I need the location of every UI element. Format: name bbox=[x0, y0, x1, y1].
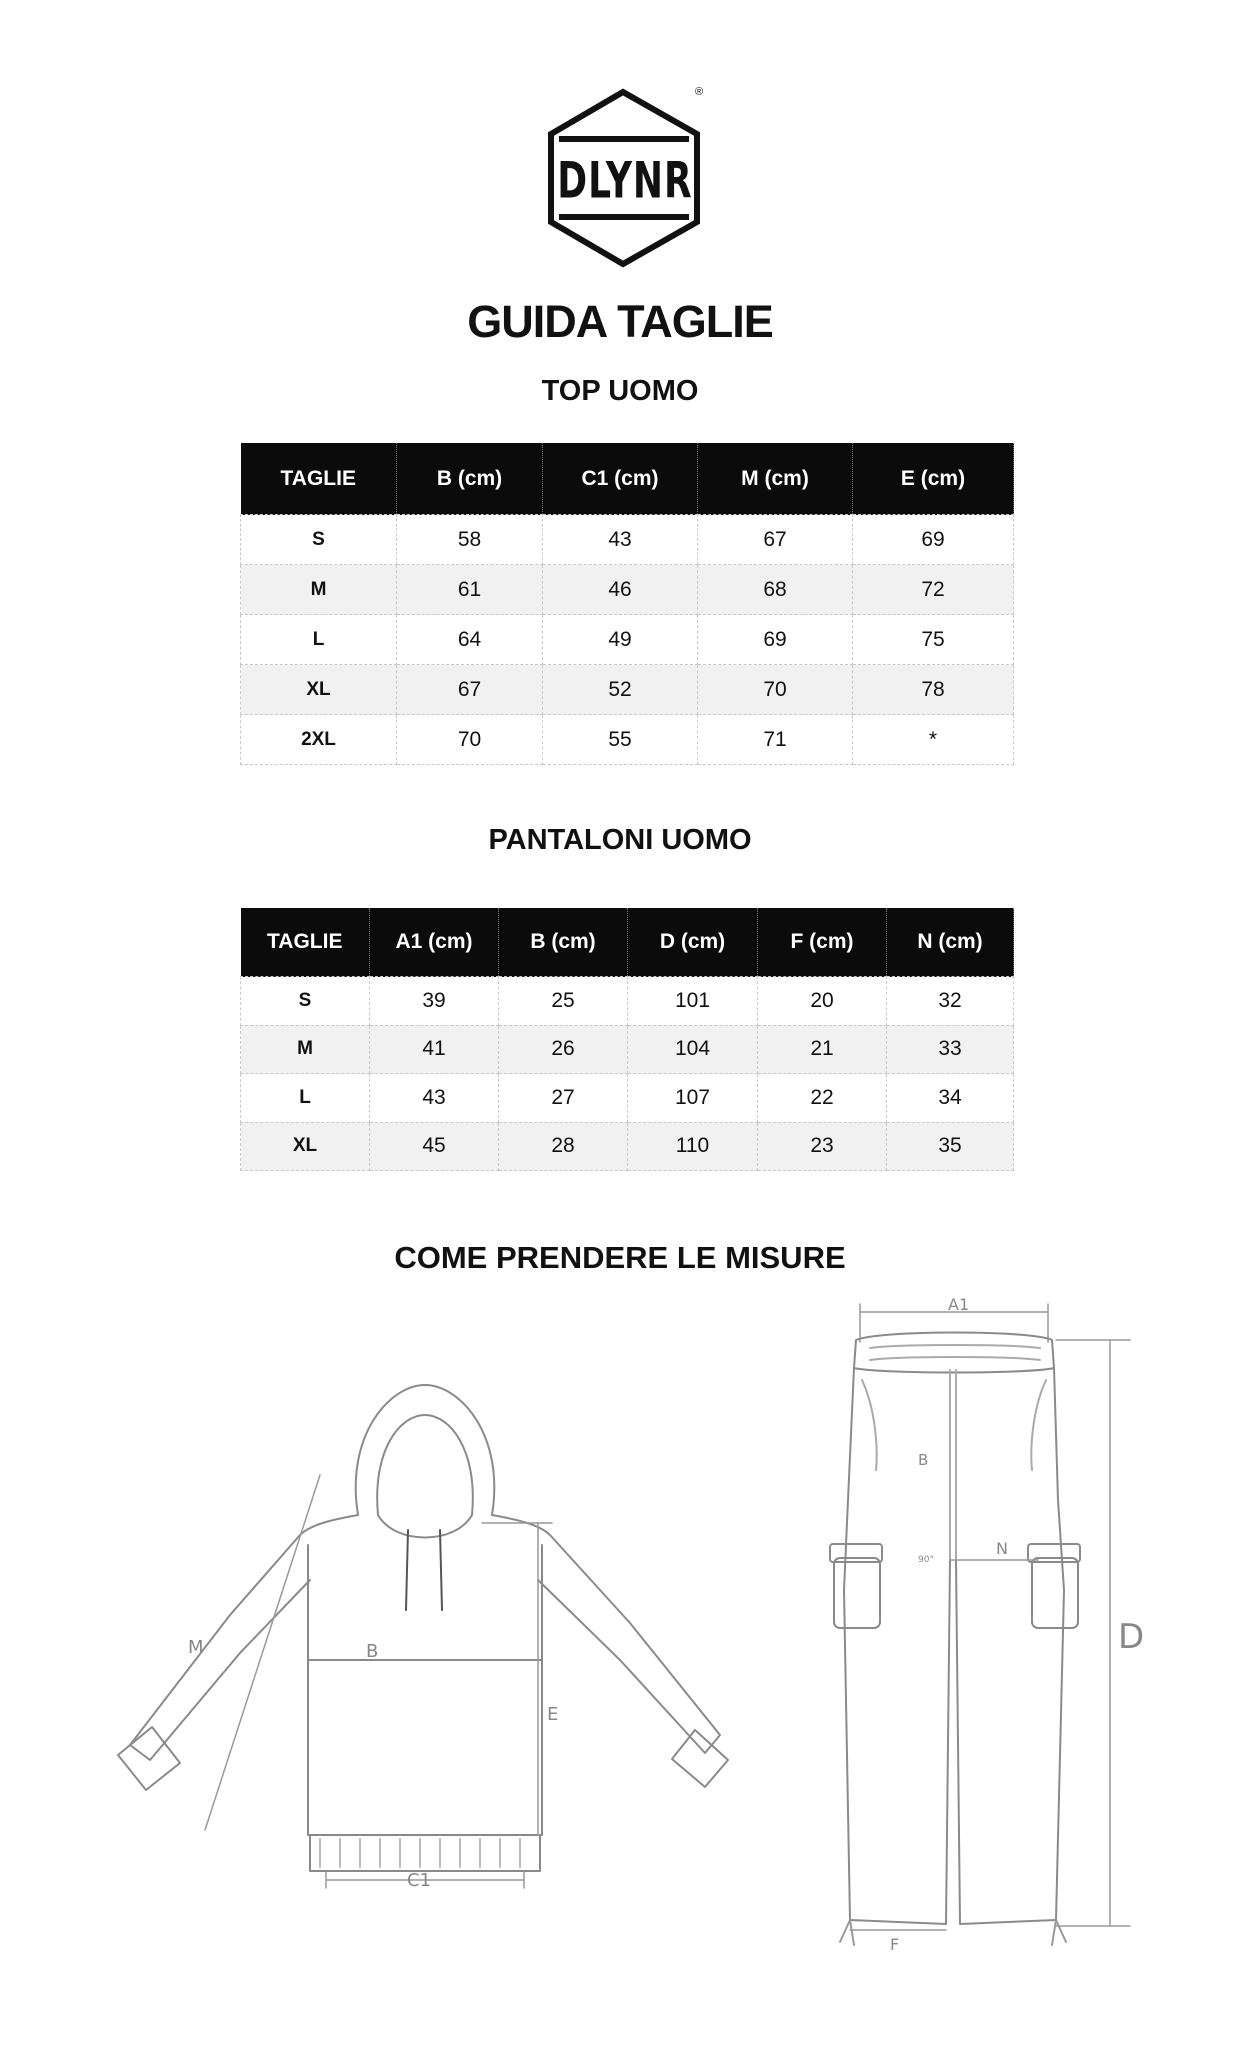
column-header: B (cm) bbox=[397, 443, 543, 515]
table-header-row bbox=[241, 908, 1014, 977]
size-cell: M bbox=[241, 565, 397, 615]
hoodie-diagram bbox=[110, 1375, 730, 1895]
table-cell: 22 bbox=[758, 1074, 887, 1123]
column-header: TAGLIE bbox=[241, 443, 397, 515]
table-cell: 52 bbox=[543, 665, 698, 715]
table-row bbox=[241, 665, 1014, 715]
column-header: M (cm) bbox=[698, 443, 853, 515]
table-cell: 21 bbox=[758, 1025, 887, 1074]
table-cell: 67 bbox=[397, 665, 543, 715]
pants-label-angle: 90° bbox=[918, 1555, 934, 1565]
table-cell: 110 bbox=[628, 1122, 758, 1171]
top-size-table bbox=[240, 443, 1014, 765]
table-cell: 23 bbox=[758, 1122, 887, 1171]
table-cell: 43 bbox=[543, 515, 698, 565]
hoodie-label-m: M bbox=[188, 1637, 204, 1658]
table-row bbox=[241, 615, 1014, 665]
table-cell: 46 bbox=[543, 565, 698, 615]
table-cell: 26 bbox=[499, 1025, 628, 1074]
table-cell: 69 bbox=[853, 515, 1014, 565]
table-cell: 49 bbox=[543, 615, 698, 665]
table-cell: 67 bbox=[698, 515, 853, 565]
column-header: B (cm) bbox=[499, 908, 628, 977]
pants-label-b: B bbox=[918, 1451, 929, 1469]
column-header: TAGLIE bbox=[241, 908, 370, 977]
table-cell: 72 bbox=[853, 565, 1014, 615]
table-cell: 25 bbox=[499, 977, 628, 1026]
pants-size-table bbox=[240, 908, 1014, 1171]
table-cell: 43 bbox=[370, 1074, 499, 1123]
pants-section-title: PANTALONI UOMO bbox=[488, 824, 752, 856]
table-cell: 71 bbox=[698, 715, 853, 765]
table-cell: 75 bbox=[853, 615, 1014, 665]
how-to-measure-title: COME PRENDERE LE MISURE bbox=[394, 1240, 846, 1275]
table-row bbox=[241, 1074, 1014, 1123]
table-cell: 32 bbox=[887, 977, 1014, 1026]
hoodie-label-c1: C1 bbox=[407, 1870, 432, 1891]
table-cell: 61 bbox=[397, 565, 543, 615]
table-cell: 41 bbox=[370, 1025, 499, 1074]
size-cell: M bbox=[241, 1025, 370, 1074]
table-cell: 104 bbox=[628, 1025, 758, 1074]
pants-label-f: F bbox=[890, 1935, 900, 1954]
registered-mark: ® bbox=[695, 86, 704, 98]
table-cell: 107 bbox=[628, 1074, 758, 1123]
table-cell: 45 bbox=[370, 1122, 499, 1171]
pants-label-n: N bbox=[996, 1539, 1008, 1558]
pants-diagram bbox=[820, 1295, 1145, 1960]
column-header: N (cm) bbox=[887, 908, 1014, 977]
table-cell: 39 bbox=[370, 977, 499, 1026]
table-row bbox=[241, 515, 1014, 565]
table-cell: 33 bbox=[887, 1025, 1014, 1074]
table-cell: 68 bbox=[698, 565, 853, 615]
column-header: A1 (cm) bbox=[370, 908, 499, 977]
column-header: F (cm) bbox=[758, 908, 887, 977]
table-row bbox=[241, 1122, 1014, 1171]
table-cell: 20 bbox=[758, 977, 887, 1026]
column-header: E (cm) bbox=[853, 443, 1014, 515]
table-cell: 35 bbox=[887, 1122, 1014, 1171]
page-title: GUIDA TAGLIE bbox=[467, 296, 773, 347]
top-section-title: TOP UOMO bbox=[541, 375, 699, 407]
size-cell: XL bbox=[241, 665, 397, 715]
table-row bbox=[241, 1025, 1014, 1074]
column-header: D (cm) bbox=[628, 908, 758, 977]
table-cell: 28 bbox=[499, 1122, 628, 1171]
table-cell: 34 bbox=[887, 1074, 1014, 1123]
pants-label-a1: A1 bbox=[948, 1295, 970, 1314]
logo-text: DLYNR bbox=[557, 152, 693, 210]
table-cell: 64 bbox=[397, 615, 543, 665]
table-cell: 70 bbox=[397, 715, 543, 765]
size-cell: L bbox=[241, 1074, 370, 1123]
table-cell: 58 bbox=[397, 515, 543, 565]
size-cell: L bbox=[241, 615, 397, 665]
table-cell: 55 bbox=[543, 715, 698, 765]
table-cell: 78 bbox=[853, 665, 1014, 715]
table-cell: 27 bbox=[499, 1074, 628, 1123]
table-header-row bbox=[241, 443, 1014, 515]
table-cell: 101 bbox=[628, 977, 758, 1026]
column-header: C1 (cm) bbox=[543, 443, 698, 515]
table-cell: * bbox=[853, 715, 1014, 765]
size-cell: XL bbox=[241, 1122, 370, 1171]
pants-label-d: D bbox=[1118, 1617, 1145, 1657]
table-cell: 69 bbox=[698, 615, 853, 665]
hoodie-label-e: E bbox=[547, 1704, 559, 1725]
hoodie-label-b: B bbox=[366, 1641, 379, 1662]
table-row bbox=[241, 565, 1014, 615]
table-row bbox=[241, 977, 1014, 1026]
size-cell: S bbox=[241, 515, 397, 565]
size-cell: S bbox=[241, 977, 370, 1026]
brand-logo bbox=[545, 86, 705, 272]
table-row bbox=[241, 715, 1014, 765]
size-cell: 2XL bbox=[241, 715, 397, 765]
table-cell: 70 bbox=[698, 665, 853, 715]
